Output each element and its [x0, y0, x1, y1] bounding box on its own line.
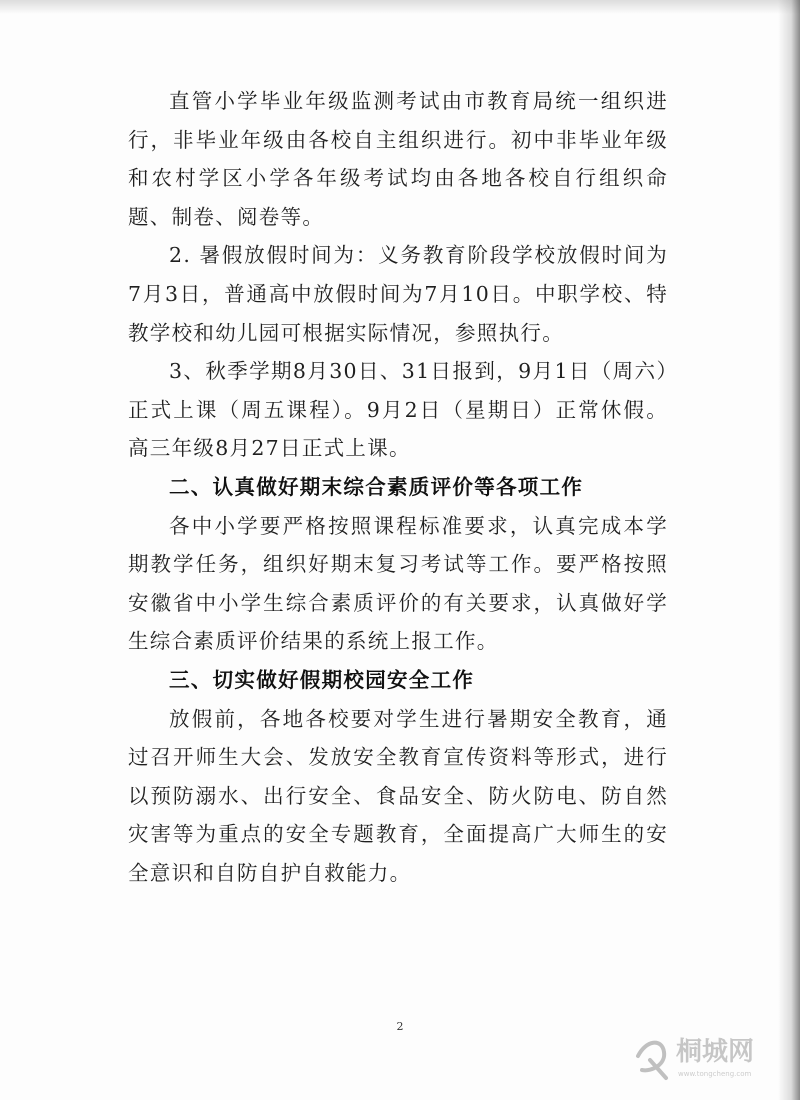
scan-top-edge [0, 0, 800, 14]
watermark-url: www.tongcheng.com [678, 1070, 752, 1078]
paragraph-safety: 放假前，各地各校要对学生进行暑期安全教育，通过召开师生大会、发放安全教育宣传资料等形式，进行以预防溺水、出行安全、食品安全、防火防电、防自然灾害等为重点的安全专题教育，全面提高广大师生的安全意识和自防自护自救能力。 [128, 706, 668, 885]
site-watermark-logo [632, 1026, 782, 1086]
watermark-swirl-icon [638, 1043, 666, 1078]
paragraph-exam-organization: 直管小学毕业年级监测考试由市教育局统一组织进行，非毕业年级由各校自主组织进行。初中非毕业年级和农村学区小学各年级考试均由各地各校自行组织命题、制卷、阅卷等。 [128, 89, 668, 229]
paragraph-summer-vacation: 2. 暑假放假时间为：义务教育阶段学校放假时间为7月3日，普通高中放假时间为7月10日。中职学校、特教学校和幼儿园可根据实际情况，参照执行。 [128, 243, 668, 345]
section-heading-evaluation: 二、认真做好期末综合素质评价等各项工作 [169, 474, 584, 499]
watermark-title: 桐城网 [676, 1037, 755, 1067]
document-body [128, 82, 668, 892]
section-heading-safety: 三、切实做好假期校园安全工作 [169, 667, 475, 692]
paragraph-autumn-semester: 3、秋季学期8月30日、31日报到，9月1日（周六）正式上课（周五课程）。9月2日（星期日）正常休假。高三年级8月27日正式上课。 [128, 359, 668, 461]
paragraph-evaluation: 各中小学要严格按照课程标准要求，认真完成本学期教学任务，组织好期末复习考试等工作。要严格按照安徽省中小学生综合素质评价的有关要求，认真做好学生综合素质评价结果的系统上报工作。 [128, 513, 668, 654]
scan-right-edge [778, 0, 800, 1100]
page-number: 2 [396, 1020, 404, 1033]
